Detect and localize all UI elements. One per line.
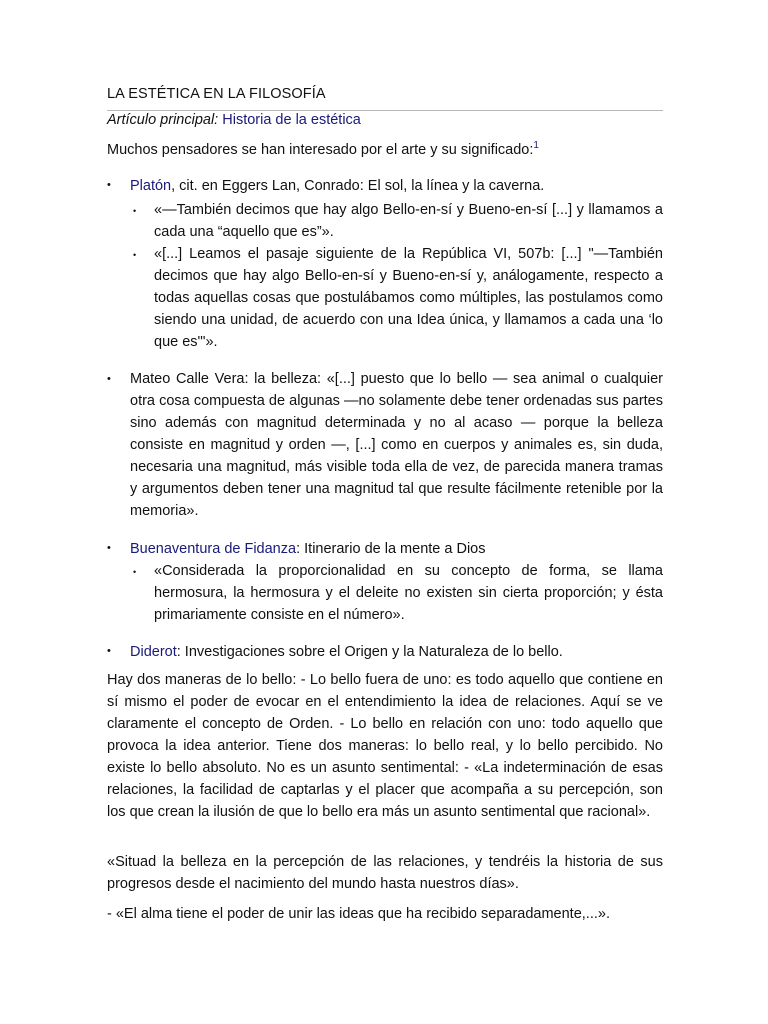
footnote-ref[interactable]: 1 bbox=[533, 140, 539, 151]
paragraph-1: Hay dos maneras de lo bello: - Lo bello fuera de uno: es todo aquello que contiene en sí mismo el poder de evocar en el entendimiento la idea de relaciones. Aquí se ve claramente el concepto de Orden. - Lo bello en relación con uno: todo aquello que provoca la idea anterior. Tiene dos maneras: lo bello real, y lo bello percibido. No existe lo bello absoluto. No es un asunto sentimental: - «La indeterminación de esas relaciones, la facilidad de captarlas y el placer que acompaña a su percepción, son los que crean la ilusión de que lo bello era más un asunto sentimental que racional». bbox=[107, 672, 663, 820]
list-item-buenaventura bbox=[130, 538, 663, 560]
bullet-icon: • bbox=[107, 645, 111, 657]
diderot-text: : Investigaciones sobre el Origen y la Naturaleza de lo bello. bbox=[176, 644, 563, 660]
sub-bullet-icon: • bbox=[133, 567, 137, 577]
bullet-icon: • bbox=[107, 373, 111, 385]
list-item-mateo: Mateo Calle Vera: la belleza: «[...] puesto que lo bello — sea animal o cualquier otra cosa compuesta de algunas —no solamente debe tener ordenadas sus partes sino además con magnitud determinada y no al acaso — porque la belleza consiste en magnitud y orden —, [...] como en cuerpos y animales es, sin duda, necesaria una magnitud, más visible toda ella de vez, de parecida manera tramas y argumentos deben tener una magnitud tal que resulte fácilmente retenible por la memoria». bbox=[130, 371, 663, 519]
platon-quote-2: «[...] Leamos el pasaje siguiente de la República VI, 507b: [...] "—También decimos que hay algo Bello-en-sí y Bueno-en-sí y, análogamente, respecto a todas aquellas cosas que postulábamos como múltiples, las postulamos como siendo una unidad, de acuerdo con una Idea única, y llamamos a cada una ‘lo que es'"». bbox=[154, 246, 663, 350]
list-item-diderot bbox=[130, 641, 663, 663]
paragraph-2: «Situad la belleza en la percepción de las relaciones, y tendréis la historia de sus progresos desde el nacimiento del mundo hasta nuestros días». bbox=[107, 854, 663, 892]
intro-text: Muchos pensadores se han interesado por el arte y su significado: bbox=[107, 142, 534, 158]
sub-bullet-icon: • bbox=[133, 206, 137, 216]
main-article-link[interactable]: Historia de la estética bbox=[222, 112, 361, 128]
sub-bullet-icon: • bbox=[133, 250, 137, 260]
diderot-link[interactable]: Diderot bbox=[130, 644, 177, 660]
buenaventura-link[interactable]: Buenaventura de Fidanza bbox=[130, 541, 297, 557]
platon-quote-1: «—También decimos que hay algo Bello-en-sí y Bueno-en-sí [...] y llamamos a cada una “aquello que es”». bbox=[154, 202, 663, 240]
section-title: LA ESTÉTICA EN LA FILOSOFÍA bbox=[107, 86, 326, 102]
intro-paragraph bbox=[107, 140, 539, 158]
title-divider bbox=[107, 110, 663, 111]
platon-link[interactable]: Platón bbox=[130, 178, 172, 194]
main-article-prefix: Artículo principal: bbox=[107, 112, 219, 128]
bullet-icon: • bbox=[107, 179, 111, 191]
platon-text: , cit. en Eggers Lan, Conrado: El sol, la línea y la caverna. bbox=[171, 178, 545, 194]
list-item-platon bbox=[130, 175, 663, 197]
buenaventura-quote: «Considerada la proporcionalidad en su concepto de forma, se llama hermosura, la hermosura y el deleite no existen sin cierta proporción; y ésta primariamente consiste en el número». bbox=[154, 563, 663, 623]
paragraph-3: - «El alma tiene el poder de unir las ideas que ha recibido separadamente,...». bbox=[107, 906, 610, 922]
bullet-icon: • bbox=[107, 542, 111, 554]
main-article-line bbox=[107, 112, 361, 128]
buenaventura-text: : Itinerario de la mente a Dios bbox=[296, 541, 486, 557]
